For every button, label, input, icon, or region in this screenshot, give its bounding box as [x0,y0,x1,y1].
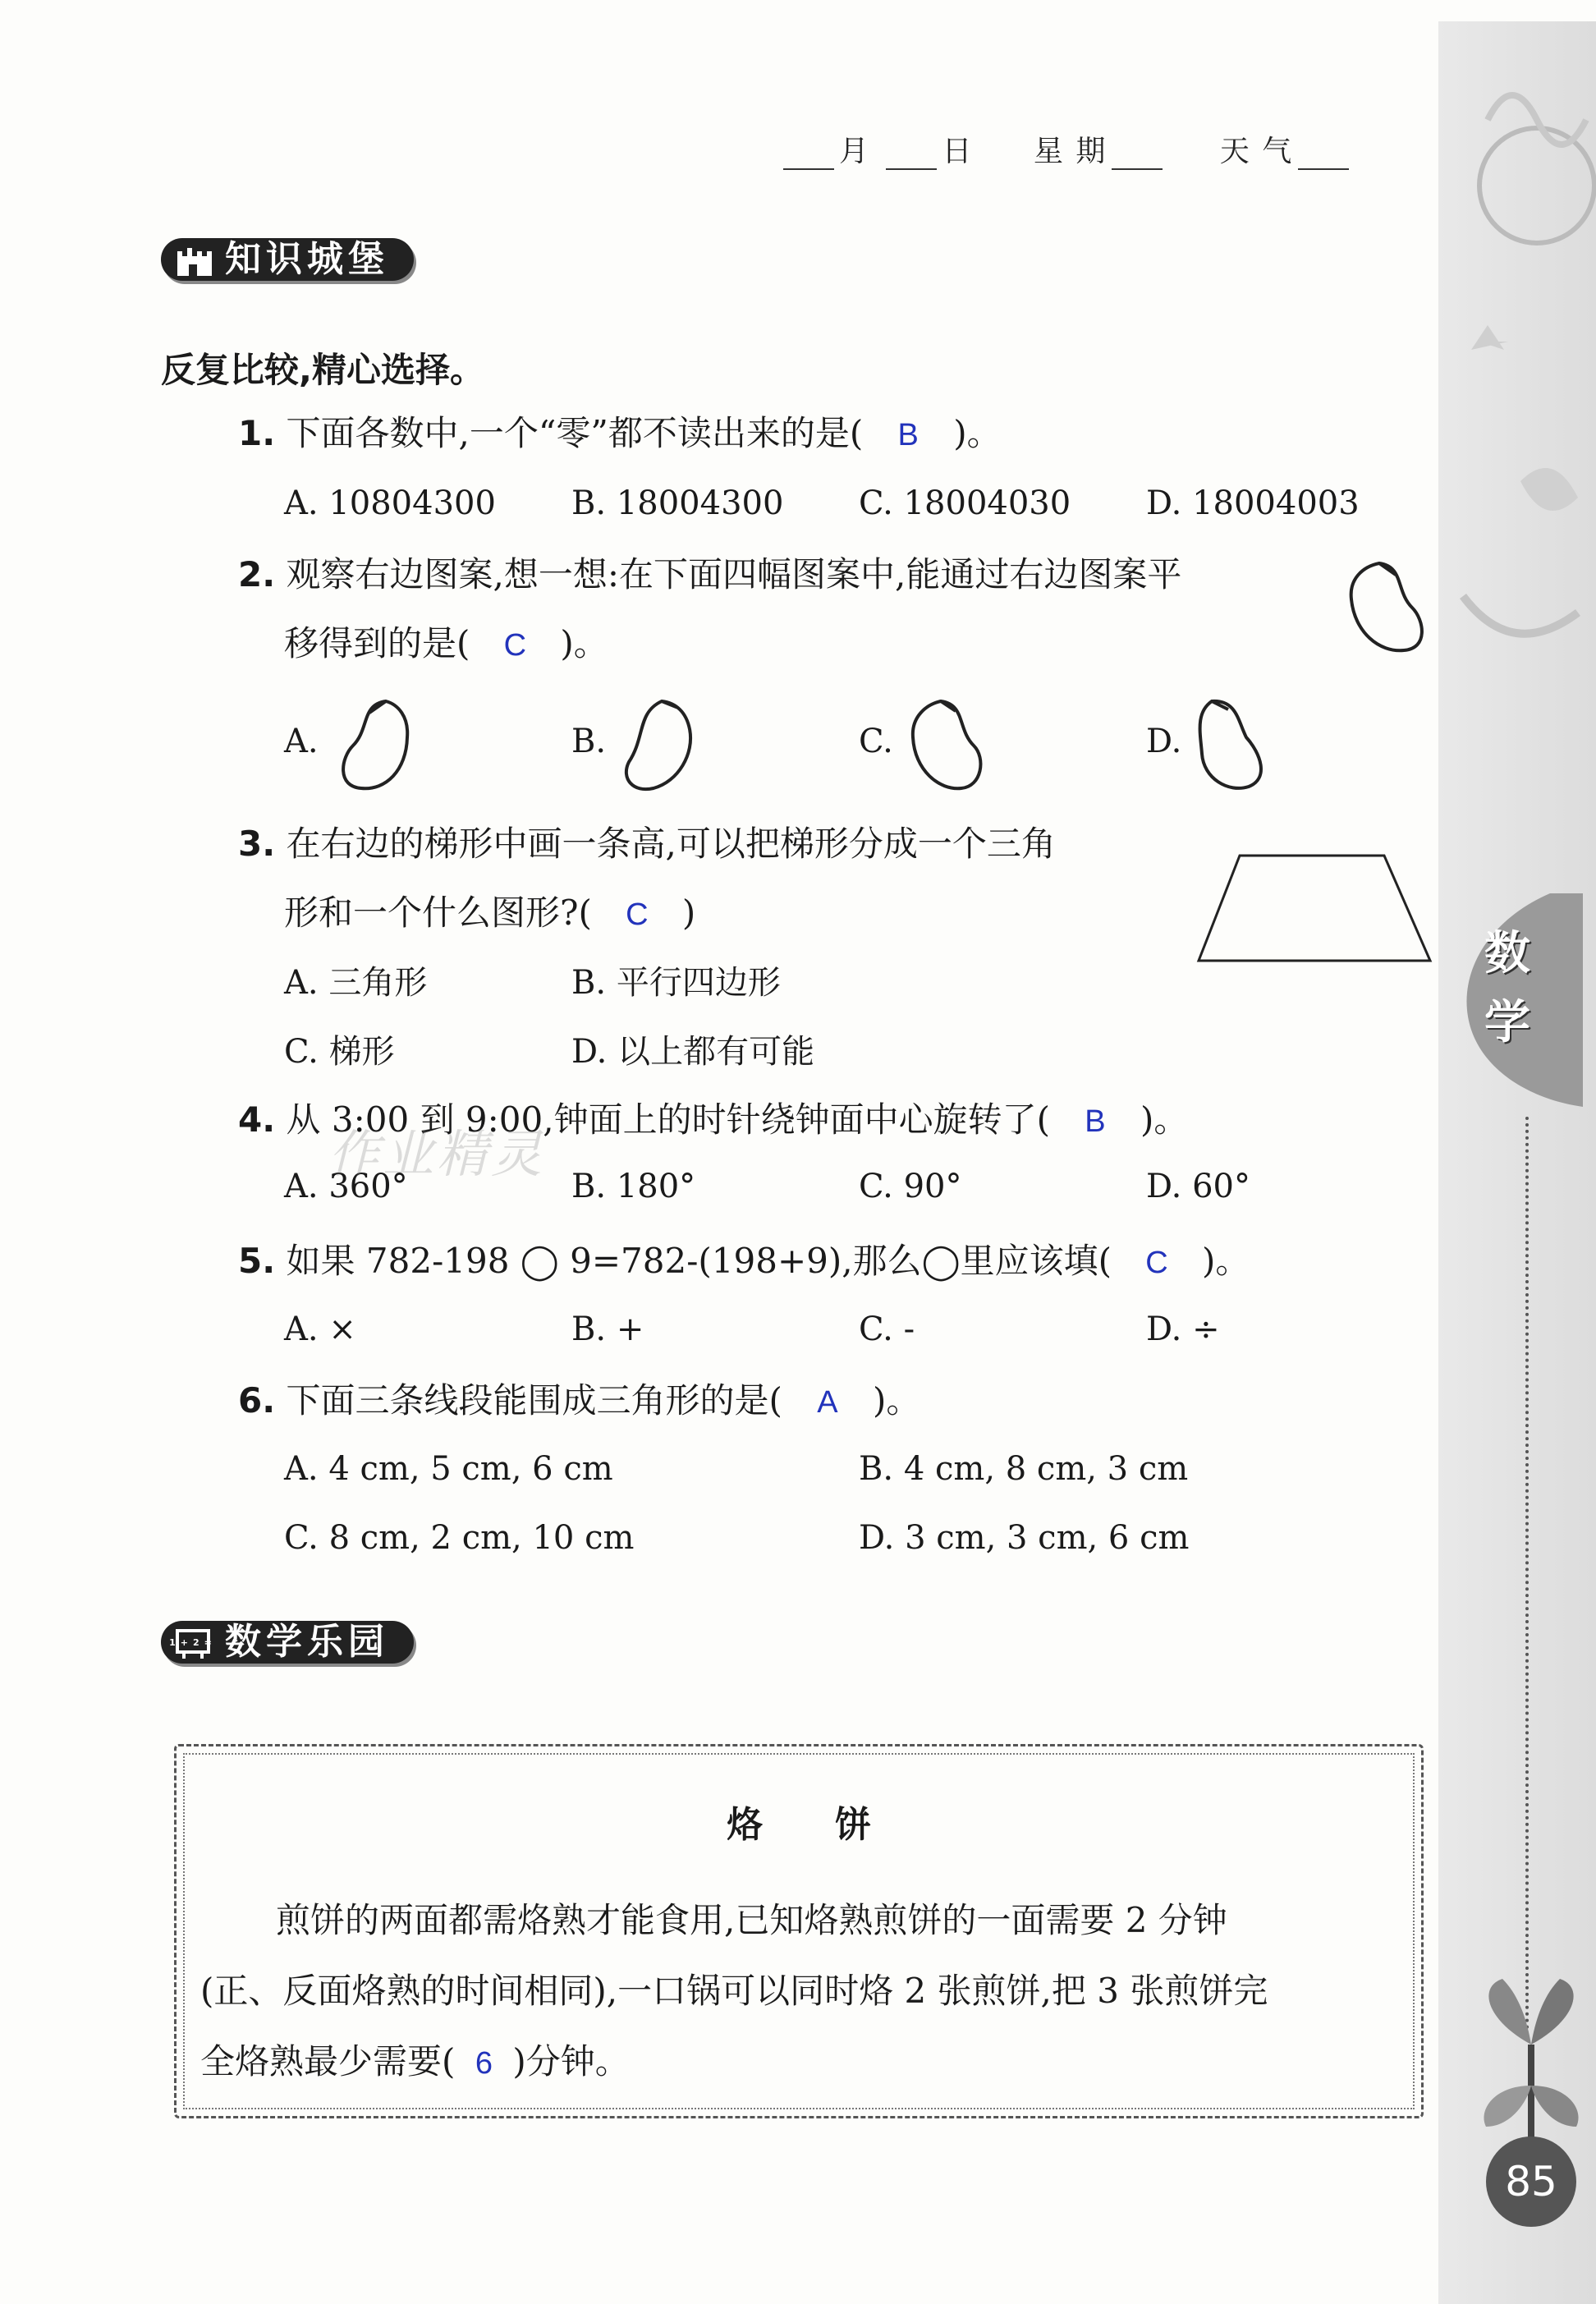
subject-label: 数 学 [1484,927,1530,1049]
section-badge-math-garden [161,1621,414,1664]
reference-leaf-shape [1346,558,1429,657]
story-title: 烙 饼 [727,1804,871,1846]
option-a: A. 10804300 [284,484,496,522]
option-c: C. - [859,1310,915,1348]
question-text: 在右边的梯形中画一条高,可以把梯形分成一个三角 [286,824,1056,864]
blackboard-icon-text: 1+2= [169,1637,217,1648]
option-b: B. 平行四边形 [571,964,781,1002]
month-label: 月 [839,135,871,168]
question-3-line2 [284,892,695,936]
question-5 [238,1240,1250,1284]
option-c-label: C. [859,723,893,760]
question-6 [238,1379,920,1424]
question-text-end: )。 [560,623,608,663]
question-text-end: )。 [872,1380,921,1420]
story-line-2: (正、反面烙熟的时间相同),一口锅可以同时烙 2 张煎饼,把 3 张煎饼完 [200,1971,1268,2011]
question-text-end: ) [681,893,696,933]
answer: C [1145,1246,1168,1280]
answer: B [897,418,919,452]
story-line-1: 煎饼的两面都需烙熟才能食用,已知烙熟煎饼的一面需要 2 分钟 [276,1900,1227,1940]
option-a-shape [337,696,410,795]
music-note-decoration [1438,21,1596,760]
answer: C [626,897,649,932]
question-number: 6. [238,1380,276,1420]
question-text-end: )。 [1140,1099,1189,1140]
day-label: 日 [942,135,974,168]
option-b: B. 4 cm, 8 cm, 3 cm [859,1450,1189,1488]
month-blank [783,144,834,170]
question-number: 5. [238,1241,276,1281]
weather-label: 天 气 [1219,135,1294,168]
section-title: 数学乐园 [225,1621,389,1663]
dotted-guide-line [1525,1117,1529,2036]
option-a-label: A. [284,723,319,760]
question-text: 下面各数中,一个“零”都不读出来的是( [286,413,864,453]
option-d-shape [1195,696,1269,795]
question-text: 从 3:00 到 9:00,钟面上的时针绕钟面中心旋转了( [286,1099,1050,1140]
question-text: 形和一个什么图形?( [284,893,592,933]
option-b-label: B. [571,723,607,760]
question-number: 4. [238,1099,276,1140]
question-text-end: )。 [953,413,1002,453]
option-d: D. 以上都有可能 [571,1033,815,1071]
option-b: B. 18004300 [571,484,784,522]
section-title: 知识城堡 [225,238,389,280]
watermark: 作业精灵 [328,1124,546,1184]
question-2-line2 [284,622,608,667]
option-c: C. 18004030 [859,484,1071,522]
question-1 [238,412,1002,457]
option-a: A. 360° [284,1168,408,1205]
option-c: C. 90° [859,1168,962,1205]
answer: B [1085,1104,1106,1139]
castle-icon [174,243,212,276]
option-c: C. 8 cm, 2 cm, 10 cm [284,1519,635,1557]
question-text: 移得到的是( [284,623,470,663]
section-badge-knowledge [161,238,414,281]
question-2 [238,553,1181,596]
option-d-label: D. [1146,723,1182,760]
question-number: 3. [238,824,276,864]
weekday-label: 星 期 [1033,135,1108,168]
answer: A [817,1385,838,1420]
page-number: 85 [1486,2136,1576,2227]
option-a: A. 三角形 [284,964,428,1002]
question-text-end: )。 [1201,1241,1250,1281]
question-text: 如果 782-198 ◯ 9=782-(198+9),那么◯里应该填( [286,1241,1112,1281]
story-text-end: )分钟。 [512,2041,630,2081]
option-b: B. + [571,1310,644,1348]
option-c-shape [908,696,982,795]
option-b-shape [621,696,695,795]
question-number: 2. [238,554,276,594]
instruction: 反复比较,精心选择。 [161,350,484,390]
question-text: 观察右边图案,想一想:在下面四幅图案中,能通过右边图案平 [286,554,1182,594]
question-text: 下面三条线段能围成三角形的是( [286,1380,782,1420]
question-3 [238,823,1056,865]
date-header [778,128,1354,170]
option-d: D. 3 cm, 3 cm, 6 cm [859,1519,1190,1557]
option-d: D. 60° [1146,1168,1250,1205]
trapezoid-shape [1190,846,1437,969]
weekday-blank [1112,144,1163,170]
side-decoration-strip [1438,21,1596,2304]
story-text: 全烙熟最少需要( [200,2041,456,2081]
blackboard-icon [169,1626,217,1659]
story-line-3 [200,2026,630,2099]
weather-blank [1298,144,1349,170]
plant-decoration [1470,1971,1593,2151]
option-d: D. ÷ [1146,1310,1220,1348]
day-blank [886,144,937,170]
option-c: C. 梯形 [284,1033,395,1071]
option-a: A. × [284,1310,356,1348]
question-number: 1. [238,413,276,453]
option-b: B. 180° [571,1168,696,1205]
answer: 6 [475,2046,493,2081]
option-a: A. 4 cm, 5 cm, 6 cm [284,1450,613,1488]
answer: C [503,628,527,663]
option-d: D. 18004003 [1146,484,1360,522]
